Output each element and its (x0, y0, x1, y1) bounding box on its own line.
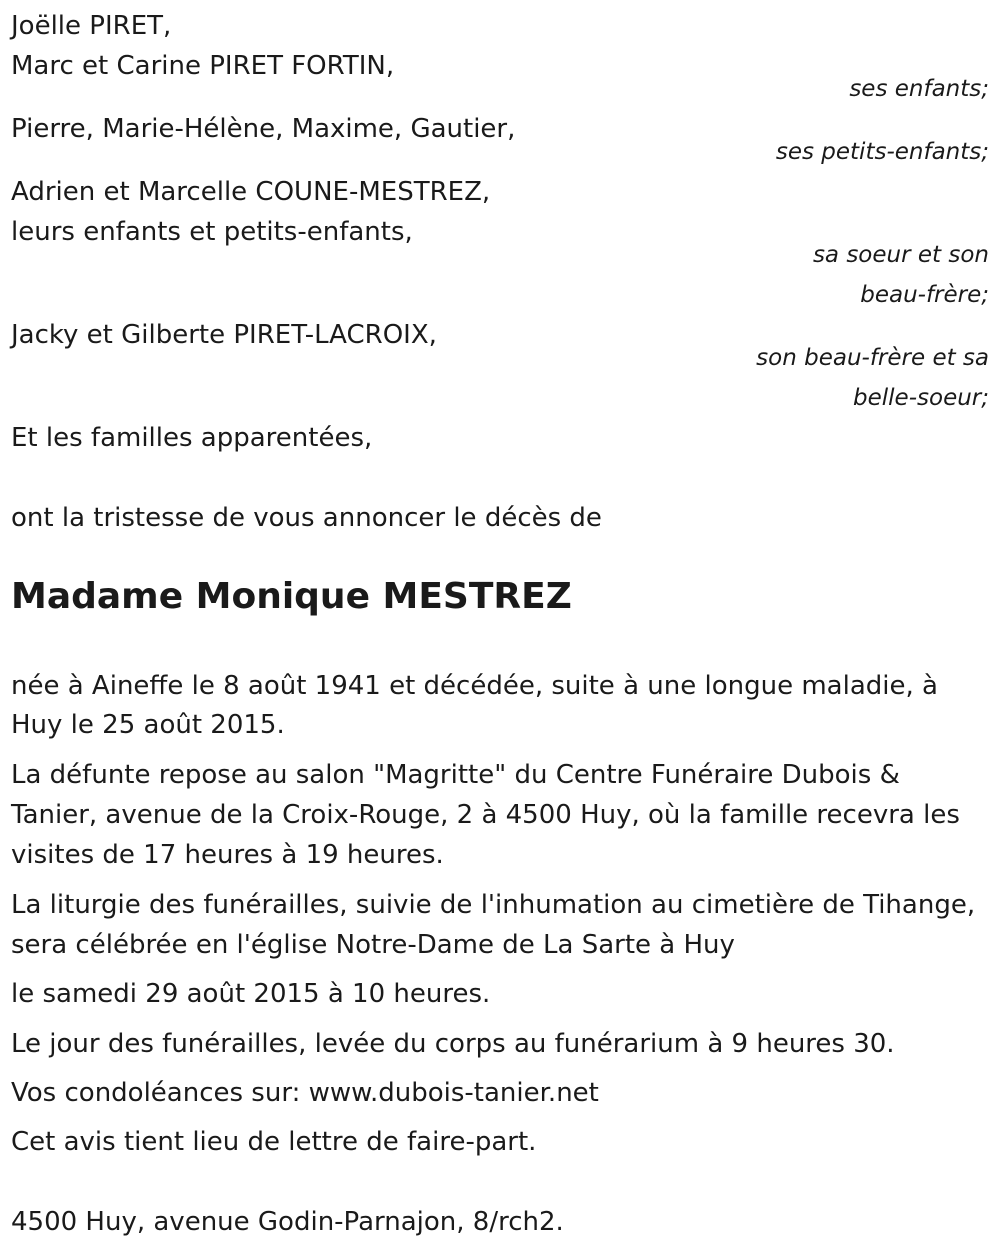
family-line-relatives: Et les familles apparentées, (11, 423, 373, 453)
family-address: 4500 Huy, avenue Godin-Parnajon, 8/rch2. (11, 1207, 564, 1237)
notice-statement: Cet avis tient lieu de lettre de faire-part. (11, 1127, 537, 1157)
birth-death-line-1: née à Aineffe le 8 août 1941 et décédée, suite à une longue maladie, à (11, 671, 938, 701)
role-sister-line-1: sa soeur et son (812, 242, 989, 268)
family-line-sister-children: leurs enfants et petits-enfants, (11, 217, 413, 247)
family-line-children-2: Marc et Carine PIRET FORTIN, (11, 51, 395, 81)
role-brother-in-law-line-1: son beau-frère et sa (756, 345, 989, 371)
liturgy-line-1: La liturgie des funérailles, suivie de l'inhumation au cimetière de Tihange, (11, 890, 976, 920)
family-line-sister: Adrien et Marcelle COUNE-MESTREZ, (11, 177, 491, 207)
deceased-name: Madame Monique MESTREZ (11, 576, 572, 617)
birth-death-line-2: Huy le 25 août 2015. (11, 710, 285, 740)
role-sister-line-2: beau-frère; (860, 282, 989, 308)
family-line-brother-in-law: Jacky et Gilberte PIRET-LACROIX, (11, 320, 437, 350)
family-line-children-1: Joëlle PIRET, (11, 11, 172, 41)
role-grandchildren: ses petits-enfants; (775, 139, 989, 165)
role-brother-in-law-line-2: belle-soeur; (853, 385, 989, 411)
viewing-line-1: La défunte repose au salon "Magritte" du Centre Funéraire Dubois & (11, 760, 900, 790)
viewing-line-2: Tanier, avenue de la Croix-Rouge, 2 à 4500 Huy, où la famille recevra les (11, 800, 960, 830)
family-line-grandchildren: Pierre, Marie-Hélène, Maxime, Gautier, (11, 114, 516, 144)
viewing-line-3: visites de 17 heures à 19 heures. (11, 840, 444, 870)
role-children: ses enfants; (849, 76, 989, 102)
body-removal-note: Le jour des funérailles, levée du corps au funérarium à 9 heures 30. (11, 1029, 895, 1059)
liturgy-line-2: sera célébrée en l'église Notre-Dame de La Sarte à Huy (11, 930, 735, 960)
funeral-date: le samedi 29 août 2015 à 10 heures. (11, 979, 491, 1009)
condolences-link-text: Vos condoléances sur: www.dubois-tanier.net (11, 1078, 599, 1108)
announcement-text: ont la tristesse de vous annoncer le décès de (11, 503, 602, 533)
